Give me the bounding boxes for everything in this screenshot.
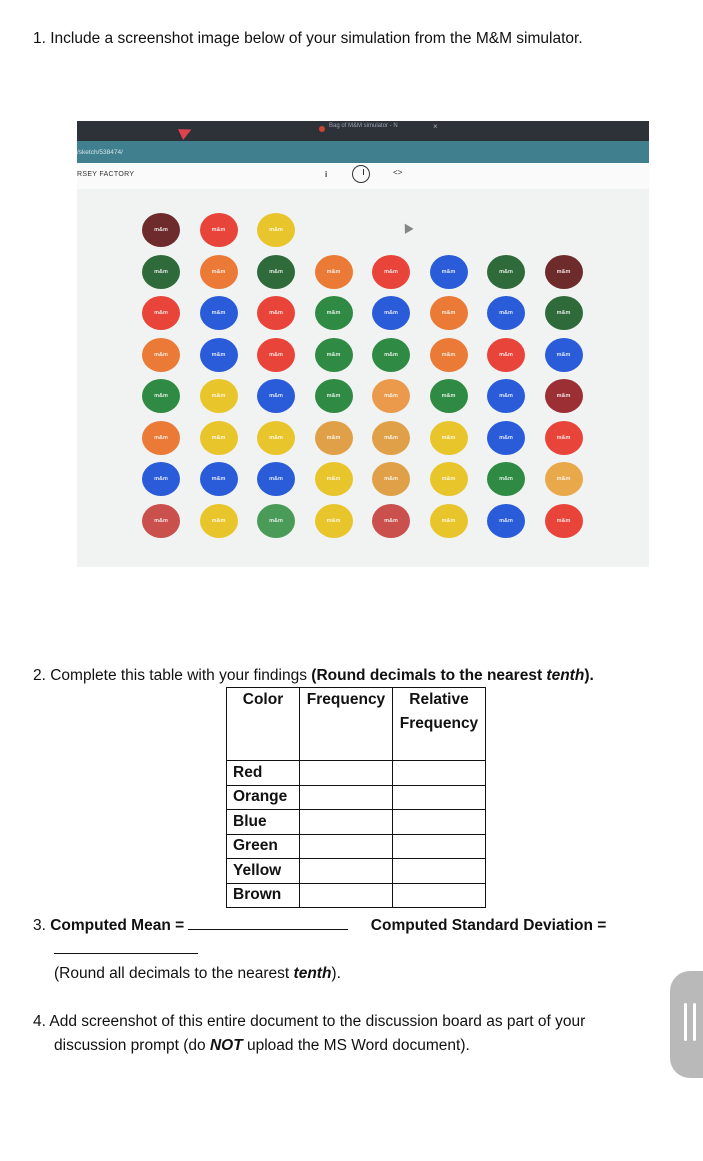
mm-candy: m&m [315,421,353,455]
table-row [227,785,486,810]
table-row [227,834,486,859]
q4-prefix: discussion prompt (do [54,1037,210,1054]
q2-prefix: 2. Complete this table with your findings [33,667,312,684]
mm-candy: m&m [487,379,525,413]
mm-candy: m&m [487,338,525,372]
q2-bold-italic: tenth [546,667,585,684]
relative-frequency-cell[interactable] [393,785,486,810]
mm-candy: m&m [430,296,468,330]
reset-icon[interactable] [352,165,370,183]
mm-candy: m&m [487,421,525,455]
mm-candy: m&m [142,379,180,413]
mm-candy: m&m [430,255,468,289]
mm-candy: m&m [142,255,180,289]
q4-suffix: upload the MS Word document). [242,1037,470,1054]
q2-bold-open: (Round decimals to the nearest [311,667,547,684]
mm-candy: m&m [545,421,583,455]
table-row [227,883,486,908]
mm-candy: m&m [257,504,295,538]
mm-candy: m&m [430,421,468,455]
color-cell: Blue [227,810,300,835]
mm-canvas [77,189,649,567]
mean-label: Computed Mean = [50,917,185,934]
table-row [227,810,486,835]
mm-candy: m&m [545,462,583,496]
relative-frequency-cell[interactable] [393,834,486,859]
frequency-cell[interactable] [300,785,393,810]
frequency-cell[interactable] [300,859,393,884]
mm-candy: m&m [372,255,410,289]
relative-frequency-cell[interactable] [393,859,486,884]
mm-candy: m&m [315,296,353,330]
mm-candy: m&m [257,421,295,455]
mm-candy: m&m [545,296,583,330]
sd-answer-blank[interactable] [54,939,198,954]
tab-close-icon[interactable]: × [433,122,438,131]
table-row [227,761,486,786]
mm-candy: m&m [430,379,468,413]
mm-candy: m&m [200,255,238,289]
app-title: RSEY FACTORY [77,171,135,178]
mm-candy: m&m [487,462,525,496]
mm-candy: m&m [200,213,238,247]
color-cell: Green [227,834,300,859]
round-prefix: (Round all decimals to the nearest [54,965,294,982]
header-frequency: Frequency [300,688,393,761]
table-header-row [227,688,486,761]
mm-candy: m&m [200,338,238,372]
mm-candy: m&m [487,255,525,289]
header-relative-frequency [393,688,486,761]
q3-number: 3. [33,917,51,934]
scroll-handle-grip-left [684,1003,687,1041]
mm-candy: m&m [545,379,583,413]
mm-candy: m&m [257,255,295,289]
frequency-cell[interactable] [300,834,393,859]
info-icon[interactable]: i [325,170,328,179]
header-color: Color [227,688,300,761]
color-cell: Orange [227,785,300,810]
sd-label: Computed Standard Deviation = [370,917,607,934]
mm-candy: m&m [315,379,353,413]
mm-candy: m&m [142,462,180,496]
frequency-cell[interactable] [300,810,393,835]
scroll-handle[interactable] [670,971,703,1078]
mm-candy: m&m [200,421,238,455]
mm-candy: m&m [545,255,583,289]
question-1: 1. Include a screenshot image below of your simulation from the M&M simulator. [33,30,583,47]
mm-candy: m&m [257,296,295,330]
url-text: /sketch/538474/ [77,149,123,156]
mm-candy: m&m [257,379,295,413]
code-icon[interactable]: <> [393,168,403,177]
mm-candy: m&m [315,338,353,372]
address-bar[interactable] [77,141,649,163]
mm-candy: m&m [142,213,180,247]
browser-tab-title[interactable]: Bag of M&M simulator - N [329,123,398,129]
mean-answer-blank[interactable] [188,915,348,930]
mm-candy: m&m [257,213,295,247]
mm-candy: m&m [545,504,583,538]
frequency-cell[interactable] [300,761,393,786]
frequency-cell[interactable] [300,883,393,908]
header-relative-frequency-label: Relative Frequency [399,691,479,732]
mm-candy: m&m [257,338,295,372]
sd-answer-line [54,938,198,962]
tab-favicon-icon [319,126,325,132]
q2-bold-close: ). [584,667,594,684]
color-cell: Brown [227,883,300,908]
mm-candy: m&m [372,504,410,538]
mm-candy: m&m [200,462,238,496]
simulator-screenshot-photo [77,121,649,567]
mm-candy: m&m [430,504,468,538]
mm-candy: m&m [142,296,180,330]
relative-frequency-cell[interactable] [393,810,486,835]
mm-candy: m&m [200,296,238,330]
mm-candy: m&m [315,462,353,496]
relative-frequency-cell[interactable] [393,761,486,786]
question-4-line-1: 4. Add screenshot of this entire document to the discussion board as part of your [33,1013,586,1030]
question-2 [33,664,594,688]
mm-candy: m&m [315,255,353,289]
table-row [227,859,486,884]
color-cell: Red [227,761,300,786]
mm-candy: m&m [372,296,410,330]
color-cell: Yellow [227,859,300,884]
mm-candy: m&m [372,462,410,496]
round-suffix: ). [331,965,341,982]
mm-candy: m&m [200,504,238,538]
round-italic: tenth [293,965,332,982]
scroll-handle-grip-right [693,1003,696,1041]
relative-frequency-cell[interactable] [393,883,486,908]
mm-candy: m&m [372,379,410,413]
q4-not: NOT [209,1037,243,1054]
mm-candy: m&m [257,462,295,496]
mm-candy: m&m [487,296,525,330]
mm-candy: m&m [200,379,238,413]
mm-candy: m&m [487,504,525,538]
mm-candy: m&m [372,338,410,372]
mm-candy: m&m [315,504,353,538]
mm-candy: m&m [142,504,180,538]
question-3 [33,914,606,938]
mm-candy: m&m [430,462,468,496]
rounding-note [54,962,341,986]
mm-candy: m&m [430,338,468,372]
mm-candy: m&m [545,338,583,372]
mm-candy: m&m [372,421,410,455]
question-4-line-2 [54,1034,470,1058]
mm-candy: m&m [142,421,180,455]
mm-candy: m&m [142,338,180,372]
frequency-table [226,687,486,908]
